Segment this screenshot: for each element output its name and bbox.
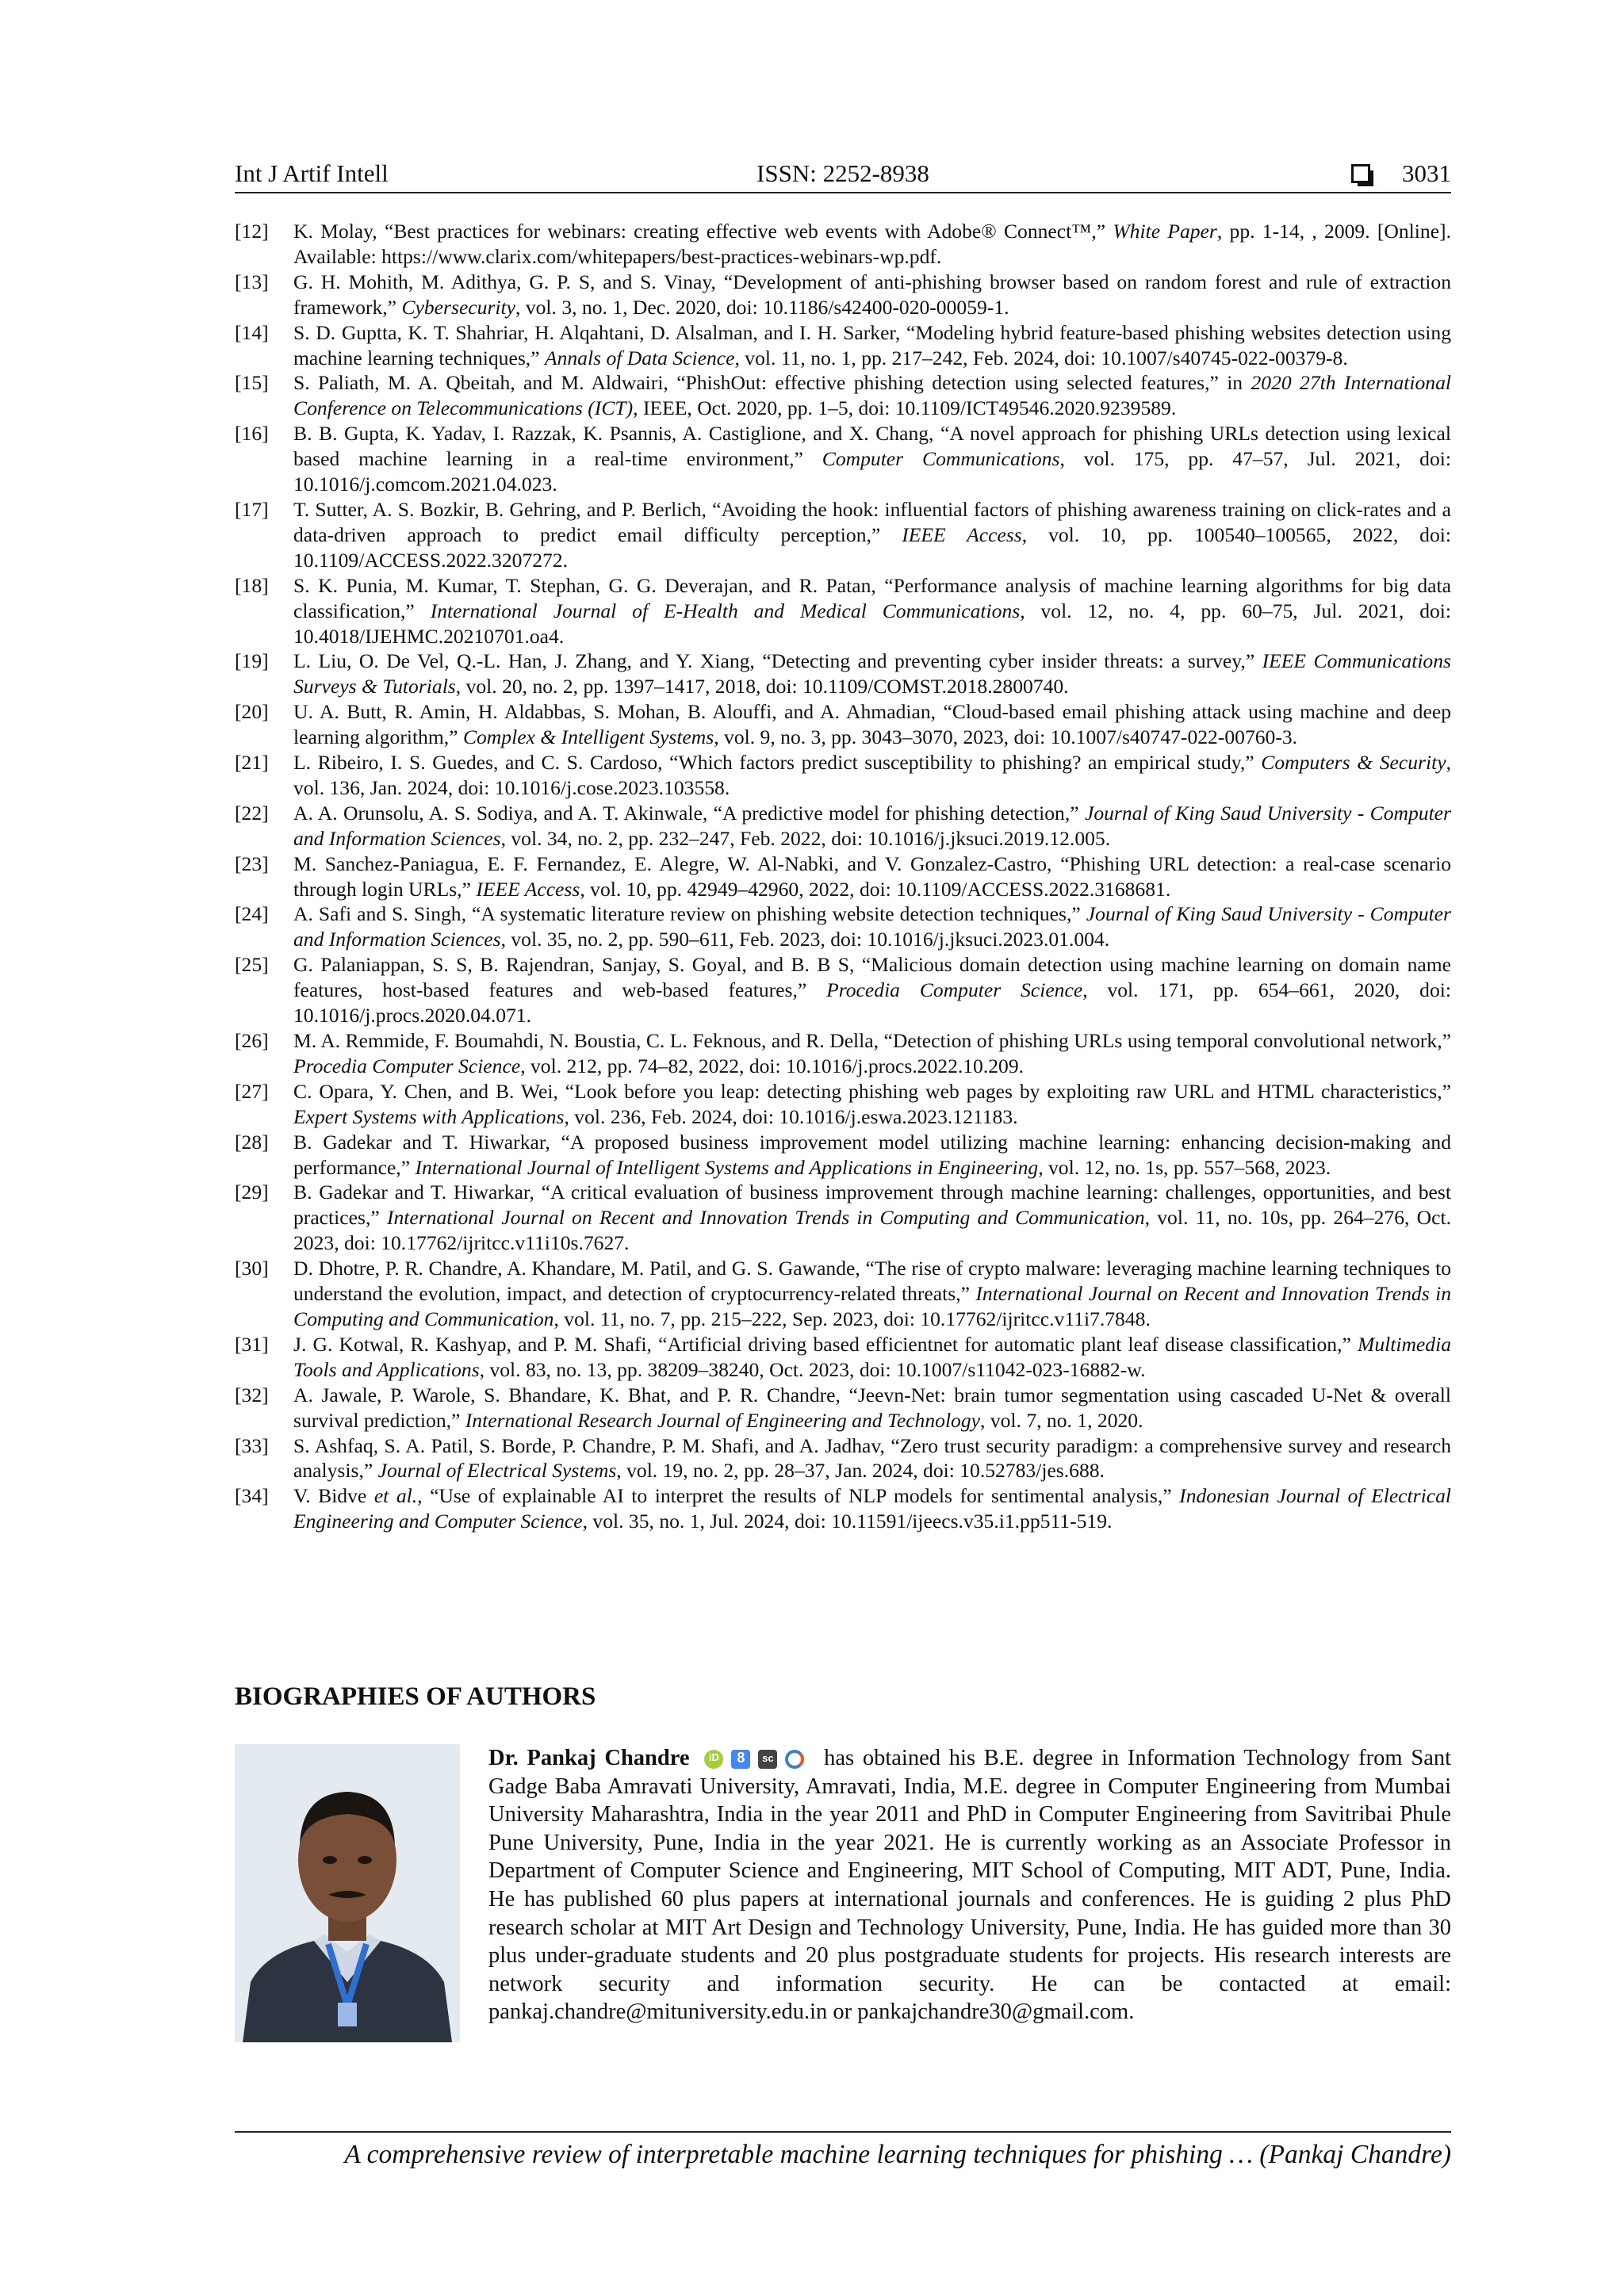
reference-segment: S. D. Guptta, K. T. Shahriar, H. Alqahtani, D. Alsalman, and I. H. Sarker, “Modeling hybrid feature-based phishing websites detection using machine learning techniques,” bbox=[293, 320, 1451, 369]
reference-segment: , vol. 20, no. 2, pp. 1397–1417, 2018, doi: 10.1109/COMST.2018.2800740. bbox=[455, 675, 1069, 698]
header-right bbox=[1351, 155, 1451, 192]
reference-text bbox=[293, 573, 1451, 649]
reference-segment: , vol. 171, pp. 654–661, 2020, doi: 10.1016/j.procs.2020.04.071. bbox=[293, 978, 1451, 1027]
reference-venue: Expert Systems with Applications bbox=[293, 1104, 565, 1128]
reference-venue: Journal of King Saud University - Computer and Information Sciences bbox=[293, 902, 1452, 951]
reference-number: [20] bbox=[235, 700, 269, 724]
reference-text bbox=[293, 1130, 1451, 1181]
reference-venue: Cybersecurity bbox=[401, 295, 516, 319]
author-portrait-image bbox=[235, 1744, 460, 2042]
reference-segment: B. B. Gupta, K. Yadav, I. Razzak, K. Psannis, A. Castiglione, and X. Chang, “A novel approach for phishing URLs detection using lexical based machine learning in a real-time environment,” bbox=[293, 422, 1451, 471]
reference-segment: , vol. 212, pp. 74–82, 2022, doi: 10.1016/j.procs.2022.10.209. bbox=[520, 1054, 1025, 1077]
orcid-icon[interactable] bbox=[704, 1750, 723, 1769]
reference-segment: , IEEE, Oct. 2020, pp. 1–5, doi: 10.1109/ICT49546.2020.9239589. bbox=[633, 396, 1177, 420]
reference-segment: K. Molay, “Best practices for webinars: creating effective web events with Adobe® Connect™,” bbox=[293, 220, 1113, 243]
reference-venue: International Journal on Recent and Innovation Trends in Computing and Communication bbox=[293, 1282, 1451, 1330]
reference-venue: International Journal of E-Health and Medical Communications bbox=[430, 599, 1021, 622]
reference-segment: M. A. Remmide, F. Boumahdi, N. Boustia, C. L. Feknous, and R. Della, “Detection of phishing URLs using temporal convolutional network,” bbox=[293, 1029, 1451, 1052]
reference-segment: , vol. 7, no. 1, 2020. bbox=[980, 1408, 1143, 1432]
reference-venue: Annals of Data Science bbox=[544, 346, 735, 369]
reference-venue: Computers & Security bbox=[1261, 751, 1446, 775]
reference-number: [25] bbox=[235, 953, 269, 977]
reference-item bbox=[235, 851, 1451, 902]
biographies-heading: BIOGRAPHIES OF AUTHORS bbox=[235, 1682, 596, 1711]
reference-segment: L. Liu, O. De Vel, Q.-L. Han, J. Zhang, and Y. Xiang, “Detecting and preventing cyber insider threats: a survey,” bbox=[293, 649, 1262, 673]
reference-number: [23] bbox=[235, 851, 269, 875]
reference-segment: , vol. 12, no. 4, pp. 60–75, Jul. 2021, doi: 10.4018/IJEHMC.20210701.oa4. bbox=[293, 599, 1452, 648]
reference-item bbox=[235, 1079, 1451, 1130]
reference-number: [17] bbox=[235, 497, 269, 521]
reference-segment: L. Ribeiro, I. S. Guedes, and C. S. Cardoso, “Which factors predict susceptibility to phishing? an empirical study,” bbox=[293, 751, 1262, 775]
reference-item bbox=[235, 801, 1451, 851]
reference-item bbox=[235, 320, 1451, 371]
reference-text bbox=[293, 1332, 1451, 1383]
reference-venue: International Research Journal of Engineering and Technology bbox=[465, 1408, 981, 1432]
reference-venue: Multimedia Tools and Applications bbox=[293, 1332, 1451, 1381]
reference-item bbox=[235, 1256, 1451, 1332]
reference-venue: Journal of Electrical Systems bbox=[377, 1459, 617, 1483]
reference-text bbox=[293, 1079, 1451, 1130]
reference-number: [13] bbox=[235, 270, 269, 293]
author-bio-text: has obtained his B.E. degree in Information Technology from Sant Gadge Baba Amravati University, Amravati, India, M.E. degree in Computer Engineering from Mumbai University Maharashtra, India in the year 2011 and PhD in Computer Engineering from Savitribai Phule Pune University, Pune, India in the year 2021. He is currently working as an Associate Professor in Department of Computer Science and Engineering, MIT School of Computing, MIT ADT, Pune, India. He has published 60 plus papers at international journals and conferences. He is guiding 2 plus PhD research scholar at MIT Art Design and Technology University, Pune, India. He has guided more than 30 plus under-graduate students and 20 plus postgraduate students for projects. His research interests are network security and information security. He can be contacted at email: pankaj.chandre@mituniversity.edu.in or pankajchandre30@gmail.com. bbox=[488, 1746, 1452, 2025]
reference-number: [28] bbox=[235, 1130, 269, 1154]
reference-venue: et al. bbox=[373, 1484, 418, 1508]
reference-number: [33] bbox=[235, 1433, 269, 1457]
reference-segment: , vol. 11, no. 1, pp. 217–242, Feb. 2024, doi: 10.1007/s40745-022-00379-8. bbox=[734, 346, 1348, 369]
reference-segment: , vol. 9, no. 3, pp. 3043–3070, 2023, doi: 10.1007/s40747-022-00760-3. bbox=[714, 725, 1298, 749]
reference-number: [22] bbox=[235, 801, 269, 825]
reference-segment: A. A. Orunsolu, A. S. Sodiya, and A. T. Akinwale, “A predictive model for phishing detection,” bbox=[293, 801, 1085, 825]
reference-number: [12] bbox=[235, 220, 269, 243]
reference-segment: T. Sutter, A. S. Bozkir, B. Gehring, and P. Berlich, “Avoiding the hook: influential factors of phishing awareness training on click-rates and a data-driven approach to predict email difficulty perception,” bbox=[293, 497, 1451, 546]
reference-item bbox=[235, 1483, 1451, 1534]
page-number: 3031 bbox=[1402, 159, 1451, 187]
reference-item bbox=[235, 1433, 1451, 1484]
header-divider bbox=[235, 192, 1451, 193]
reference-item bbox=[235, 1332, 1451, 1383]
reference-item bbox=[235, 1180, 1451, 1256]
reference-text bbox=[293, 1383, 1451, 1433]
reference-text bbox=[293, 270, 1451, 320]
reference-item bbox=[235, 1130, 1451, 1181]
reference-item bbox=[235, 952, 1451, 1028]
reference-text bbox=[293, 320, 1451, 371]
reference-item bbox=[235, 270, 1451, 320]
author-photo bbox=[235, 1744, 460, 2042]
reference-number: [21] bbox=[235, 751, 269, 775]
reference-item bbox=[235, 750, 1451, 801]
reference-list bbox=[235, 219, 1451, 1534]
reference-segment: C. Opara, Y. Chen, and B. Wei, “Look before you leap: detecting phishing web pages by exploiting raw URL and HTML characteristics,” bbox=[293, 1079, 1451, 1103]
reference-number: [24] bbox=[235, 902, 269, 926]
reference-text bbox=[293, 801, 1451, 851]
footer-divider bbox=[235, 2131, 1451, 2133]
reference-segment: , pp. 1-14, , 2009. [Online]. Available: https://www.clarix.com/whitepapers/best-practices-webinars-wp.pdf. bbox=[293, 220, 1451, 268]
reference-segment: , vol. 12, no. 1s, pp. 557–568, 2023. bbox=[1038, 1155, 1331, 1179]
publons-icon[interactable] bbox=[785, 1750, 804, 1769]
reference-text bbox=[293, 1028, 1451, 1079]
reference-number: [31] bbox=[235, 1332, 269, 1356]
reference-segment: M. Sanchez-Paniagua, E. F. Fernandez, E. Alegre, W. Al-Nabki, and V. Gonzalez-Castro, “Phishing URL detection: a real-case scenario through login URLs,” bbox=[293, 851, 1451, 901]
reference-item bbox=[235, 1383, 1451, 1433]
reference-segment: , vol. 175, pp. 47–57, Jul. 2021, doi: 10.1016/j.comcom.2021.04.023. bbox=[293, 447, 1451, 496]
author-name: Dr. Pankaj Chandre bbox=[488, 1746, 690, 1770]
reference-segment: , vol. 3, no. 1, Dec. 2020, doi: 10.1186/s42400-020-00059-1. bbox=[515, 295, 1009, 319]
reference-segment: , vol. 10, pp. 42949–42960, 2022, doi: 10.1109/ACCESS.2022.3168681. bbox=[580, 877, 1171, 901]
reference-number: [26] bbox=[235, 1029, 269, 1052]
reference-text bbox=[293, 649, 1451, 699]
reference-item bbox=[235, 421, 1451, 497]
reference-text bbox=[293, 901, 1451, 952]
checkbox-square-icon bbox=[1351, 164, 1370, 183]
reference-item bbox=[235, 573, 1451, 649]
reference-segment: G. Palaniappan, S. S, B. Rajendran, Sanjay, S. Goyal, and B. B S, “Malicious domain detection using machine learning on domain name features, host-based features and web-based features,” bbox=[293, 953, 1451, 1002]
reference-segment: , vol. 11, no. 7, pp. 215–222, Sep. 2023, doi: 10.17762/ijritcc.v11i7.7848. bbox=[553, 1307, 1151, 1330]
reference-segment: , vol. 236, Feb. 2024, doi: 10.1016/j.eswa.2023.121183. bbox=[564, 1104, 1018, 1128]
reference-number: [16] bbox=[235, 422, 269, 446]
reference-item bbox=[235, 370, 1451, 421]
reference-number: [19] bbox=[235, 649, 269, 673]
reference-number: [15] bbox=[235, 371, 269, 395]
reference-text bbox=[293, 219, 1451, 270]
reference-venue: International Journal on Recent and Innovation Trends in Computing and Communication bbox=[386, 1206, 1145, 1230]
reference-segment: , vol. 11, no. 10s, pp. 264–276, Oct. 2023, doi: 10.17762/ijritcc.v11i10s.7627. bbox=[293, 1206, 1451, 1255]
journal-name: Int J Artif Intell bbox=[235, 159, 389, 187]
reference-venue: Journal of King Saud University - Computer and Information Sciences bbox=[293, 801, 1452, 850]
reference-item bbox=[235, 219, 1451, 270]
reference-venue: IEEE Access bbox=[476, 877, 580, 901]
reference-text bbox=[293, 699, 1451, 750]
reference-segment: , vol. 83, no. 13, pp. 38209–38240, Oct. 2023, doi: 10.1007/s11042-023-16882-w. bbox=[479, 1357, 1146, 1381]
reference-number: [34] bbox=[235, 1484, 269, 1508]
reference-segment: , vol. 10, pp. 100540–100565, 2022, doi: 10.1109/ACCESS.2022.3207272. bbox=[293, 522, 1451, 572]
reference-venue: IEEE Communications Surveys & Tutorials bbox=[293, 649, 1451, 698]
reference-venue: IEEE Access bbox=[902, 522, 1022, 546]
reference-segment: , vol. 34, no. 2, pp. 232–247, Feb. 2022, doi: 10.1016/j.jksuci.2019.12.005. bbox=[500, 826, 1111, 850]
reference-number: [32] bbox=[235, 1383, 269, 1406]
issn: ISSN: 2252-8938 bbox=[756, 159, 929, 187]
author-biography bbox=[488, 1744, 1451, 2026]
reference-item bbox=[235, 497, 1451, 573]
reference-text bbox=[293, 750, 1451, 801]
reference-segment: , vol. 35, no. 1, Jul. 2024, doi: 10.11591/ijeecs.v35.i1.pp511-519. bbox=[582, 1510, 1113, 1533]
reference-segment: A. Jawale, P. Warole, S. Bhandare, K. Bhat, and P. R. Chandre, “Jeevn-Net: brain tumor segmentation using cascaded U-Net & overall survival prediction,” bbox=[293, 1383, 1451, 1432]
reference-number: [14] bbox=[235, 320, 269, 344]
reference-number: [30] bbox=[235, 1257, 269, 1280]
reference-venue: Indonesian Journal of Electrical Engineering and Computer Science bbox=[293, 1484, 1451, 1533]
reference-segment: V. Bidve bbox=[293, 1484, 374, 1508]
reference-venue: International Journal of Intelligent Systems and Applications in Engineering bbox=[415, 1155, 1039, 1179]
reference-segment: S. Ashfaq, S. A. Patil, S. Borde, P. Chandre, P. M. Shafi, and A. Jadhav, “Zero trust security paradigm: a comprehensive survey and research analysis,” bbox=[293, 1433, 1451, 1483]
reference-segment: U. A. Butt, R. Amin, H. Aldabbas, S. Mohan, B. Alouffi, and A. Ahmadian, “Cloud-based email phishing attack using machine and deep learning algorithm,” bbox=[293, 700, 1451, 749]
reference-segment: S. Paliath, M. A. Qbeitah, and M. Aldwairi, “PhishOut: effective phishing detection using selected features,” in bbox=[293, 371, 1251, 395]
reference-text bbox=[293, 1256, 1451, 1332]
reference-number: [18] bbox=[235, 573, 269, 597]
reference-venue: Procedia Computer Science bbox=[826, 978, 1083, 1002]
reference-venue: Computer Communications bbox=[822, 447, 1060, 471]
reference-venue: Procedia Computer Science bbox=[293, 1054, 521, 1077]
reference-segment: , vol. 136, Jan. 2024, doi: 10.1016/j.cose.2023.103558. bbox=[293, 751, 1451, 799]
reference-number: [27] bbox=[235, 1079, 269, 1103]
reference-item bbox=[235, 649, 1451, 699]
reference-text bbox=[293, 952, 1451, 1028]
reference-segment: , vol. 35, no. 2, pp. 590–611, Feb. 2023, doi: 10.1016/j.jksuci.2023.01.004. bbox=[500, 928, 1110, 951]
running-title: A comprehensive review of interpretable machine learning techniques for phishing … (Pankaj Chandre) bbox=[344, 2140, 1451, 2169]
reference-text bbox=[293, 851, 1451, 902]
reference-segment: B. Gadekar and T. Hiwarkar, “A critical evaluation of business improvement through machine learning: challenges, opportunities, and best practices,” bbox=[293, 1181, 1451, 1230]
reference-item bbox=[235, 1028, 1451, 1079]
reference-item bbox=[235, 901, 1451, 952]
reference-segment: , vol. 19, no. 2, pp. 28–37, Jan. 2024, doi: 10.52783/jes.688. bbox=[616, 1459, 1105, 1483]
reference-text bbox=[293, 1433, 1451, 1484]
reference-venue: White Paper bbox=[1113, 220, 1217, 243]
scopus-icon[interactable] bbox=[758, 1750, 777, 1769]
reference-segment: D. Dhotre, P. R. Chandre, A. Khandare, M. Patil, and G. S. Gawande, “The rise of crypto malware: leveraging machine learning techniques to understand the evolution, impact, and detection of cryptocurrency-related threats,” bbox=[293, 1257, 1451, 1306]
reference-venue: Complex & Intelligent Systems bbox=[462, 725, 714, 749]
reference-segment: J. G. Kotwal, R. Kashyap, and P. M. Shafi, “Artificial driving based efficientnet for automatic plant leaf disease classification,” bbox=[293, 1332, 1358, 1356]
reference-segment: B. Gadekar and T. Hiwarkar, “A proposed business improvement model utilizing machine learning: enhancing decision-making and performance,” bbox=[293, 1130, 1451, 1179]
page-header bbox=[235, 155, 1451, 192]
reference-item bbox=[235, 699, 1451, 750]
reference-venue: 2020 27th International Conference on Telecommunications (ICT) bbox=[293, 371, 1451, 420]
reference-segment: A. Safi and S. Singh, “A systematic literature review on phishing website detection techniques,” bbox=[293, 902, 1086, 926]
reference-text bbox=[293, 497, 1451, 573]
reference-segment: , “Use of explainable AI to interpret the results of NLP models for sentimental analysis,” bbox=[417, 1484, 1180, 1508]
reference-text bbox=[293, 370, 1451, 421]
profile-icons bbox=[704, 1750, 804, 1769]
reference-number: [29] bbox=[235, 1181, 269, 1204]
reference-text bbox=[293, 421, 1451, 497]
reference-text bbox=[293, 1180, 1451, 1256]
reference-text bbox=[293, 1483, 1451, 1534]
google-scholar-icon[interactable] bbox=[731, 1750, 750, 1769]
reference-segment: S. K. Punia, M. Kumar, T. Stephan, G. G. Deverajan, and R. Patan, “Performance analysis of machine learning algorithms for big data classification,” bbox=[293, 573, 1451, 622]
reference-segment: G. H. Mohith, M. Adithya, G. P. S, and S. Vinay, “Development of anti-phishing browser based on random forest and rule of extraction framework,” bbox=[293, 270, 1451, 319]
